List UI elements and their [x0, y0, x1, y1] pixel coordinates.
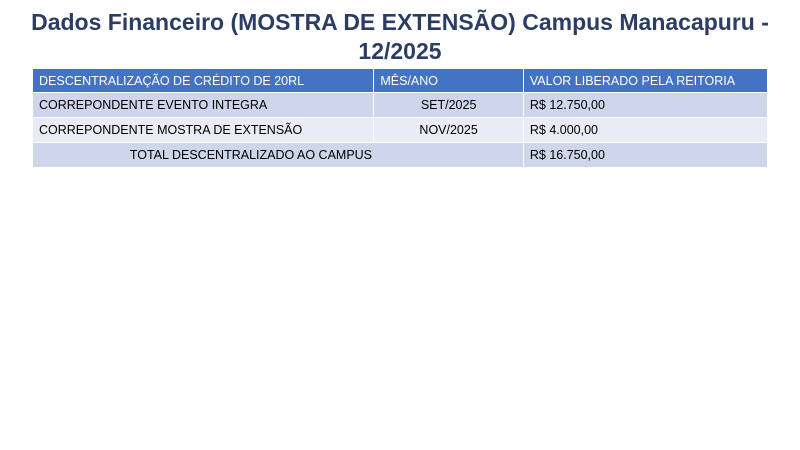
- total-value: R$ 16.750,00: [523, 143, 767, 168]
- total-label: TOTAL DESCENTRALIZADO AO CAMPUS: [33, 143, 523, 168]
- row-description: CORREPONDENTE MOSTRA DE EXTENSÃO: [33, 118, 374, 143]
- row-month-year: NOV/2025: [374, 118, 524, 143]
- table-row: [33, 93, 767, 118]
- table-total-row: [33, 143, 767, 168]
- column-header-description: DESCENTRALIZAÇÃO DE CRÉDITO DE 20RL: [33, 69, 374, 93]
- row-value: R$ 12.750,00: [523, 93, 767, 118]
- financial-data-table: [33, 69, 767, 168]
- row-month-year: SET/2025: [374, 93, 524, 118]
- page-title-line-1: Dados Financeiro (MOSTRA DE EXTENSÃO) Campus Manacapuru -: [31, 9, 769, 35]
- page-title-line-2: 12/2025: [358, 38, 442, 64]
- table-row: [33, 118, 767, 143]
- column-header-month-year: MÊS/ANO: [374, 69, 524, 93]
- column-header-value: VALOR LIBERADO PELA REITORIA: [523, 69, 767, 93]
- page-title: [20, 8, 780, 66]
- row-description: CORREPONDENTE EVENTO INTEGRA: [33, 93, 374, 118]
- row-value: R$ 4.000,00: [523, 118, 767, 143]
- table-header-row: [33, 69, 767, 93]
